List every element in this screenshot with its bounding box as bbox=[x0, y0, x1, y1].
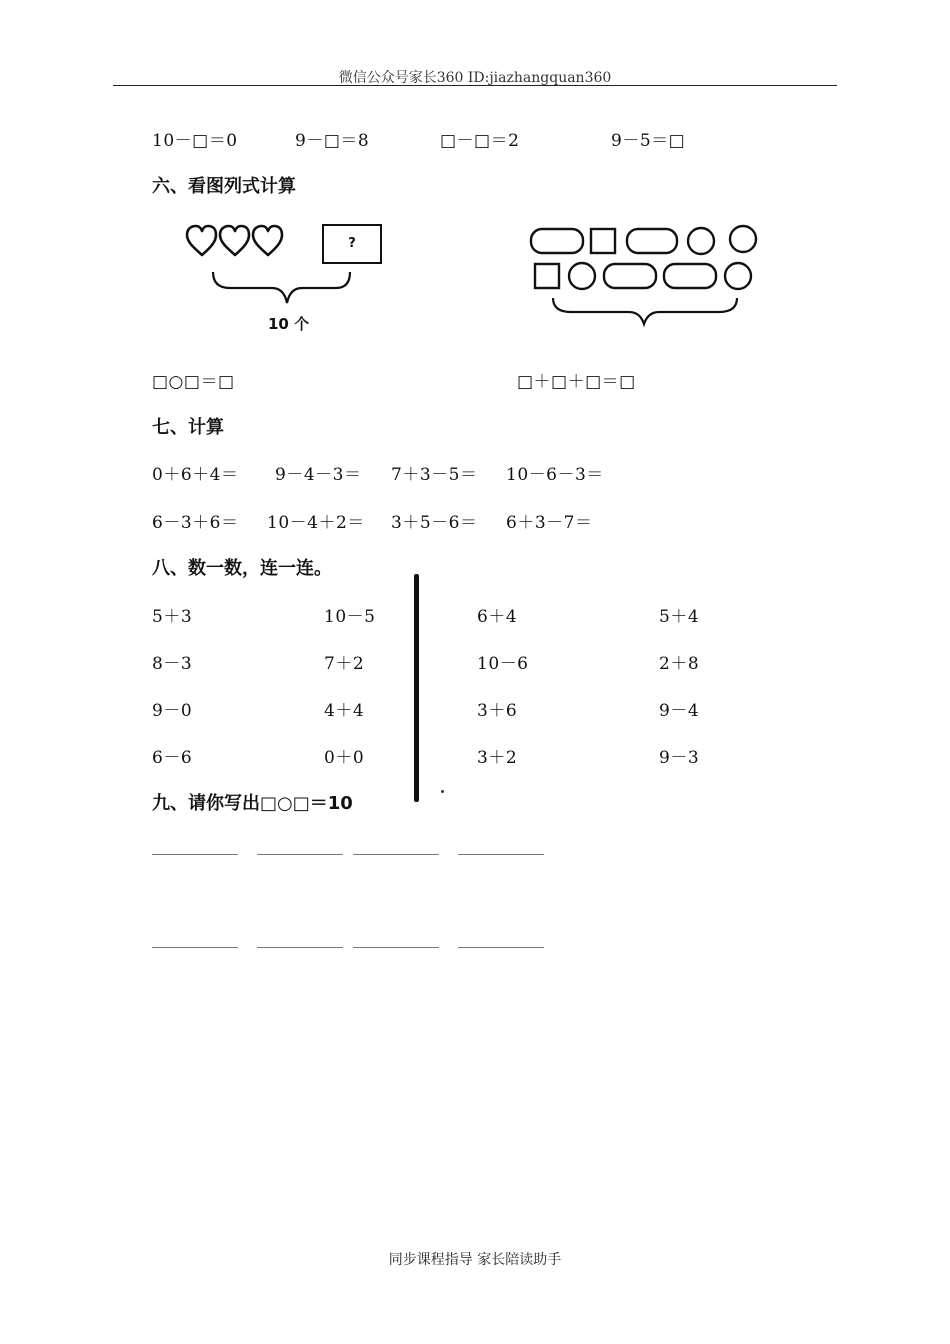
stray-dot bbox=[441, 790, 444, 793]
header-rule bbox=[113, 85, 837, 86]
answer-blank[interactable] bbox=[257, 947, 343, 948]
answer-blank[interactable] bbox=[353, 947, 439, 948]
match-item: 5＋3 bbox=[152, 607, 193, 627]
answer-blank[interactable] bbox=[458, 947, 544, 948]
page-header: 微信公众号家长360 ID:jiazhangquan360 bbox=[338, 70, 612, 86]
answer-blank[interactable] bbox=[257, 854, 343, 855]
circle-icon bbox=[725, 263, 751, 289]
calc-row1-item2: 9－4－3＝ bbox=[275, 465, 362, 485]
top-equation-4: 9－5＝□ bbox=[611, 131, 686, 151]
rounded-rectangle-icon bbox=[627, 229, 677, 253]
match-item: 7＋2 bbox=[324, 654, 365, 674]
answer-blank[interactable] bbox=[152, 854, 238, 855]
match-item: 10－5 bbox=[324, 607, 376, 627]
section-9-title: 九、请你写出□○□＝10 bbox=[152, 793, 353, 814]
square-icon bbox=[591, 229, 615, 253]
circle-icon bbox=[688, 228, 714, 254]
page-footer: 同步课程指导 家长陪读助手 bbox=[388, 1252, 562, 1268]
calc-row1-item4: 10－6－3＝ bbox=[506, 465, 604, 485]
right-formula: □＋□＋□＝□ bbox=[517, 372, 636, 392]
match-item: 6－6 bbox=[152, 748, 193, 768]
square-icon bbox=[535, 264, 559, 288]
rounded-rectangle-icon bbox=[531, 229, 583, 253]
section-7-title: 七、计算 bbox=[152, 417, 224, 438]
calc-row1-item1: 0＋6＋4＝ bbox=[152, 465, 239, 485]
match-item: 2＋8 bbox=[659, 654, 700, 674]
match-item: 9－0 bbox=[152, 701, 193, 721]
brace bbox=[553, 298, 737, 324]
match-item: 10－6 bbox=[477, 654, 529, 674]
circle-icon bbox=[730, 226, 756, 252]
shapes-picture bbox=[525, 218, 770, 330]
match-item: 3＋6 bbox=[477, 701, 518, 721]
match-item: 0＋0 bbox=[324, 748, 365, 768]
match-item: 3＋2 bbox=[477, 748, 518, 768]
divider-bar bbox=[414, 574, 419, 802]
top-equation-1: 10－□＝0 bbox=[152, 131, 238, 151]
match-item: 5＋4 bbox=[659, 607, 700, 627]
heart-icon bbox=[187, 226, 216, 255]
match-item: 6＋4 bbox=[477, 607, 518, 627]
brace bbox=[213, 272, 350, 303]
rounded-rectangle-icon bbox=[604, 264, 656, 288]
match-item: 9－3 bbox=[659, 748, 700, 768]
match-item: 8－3 bbox=[152, 654, 193, 674]
match-item: 9－4 bbox=[659, 701, 700, 721]
calc-row2-item3: 3＋5－6＝ bbox=[391, 513, 478, 533]
top-equation-2: 9－□＝8 bbox=[295, 131, 370, 151]
calc-row2-item1: 6－3＋6＝ bbox=[152, 513, 239, 533]
question-mark: ? bbox=[348, 236, 356, 251]
rounded-rectangle-icon bbox=[664, 264, 716, 288]
calc-row2-item2: 10－4＋2＝ bbox=[267, 513, 365, 533]
heart-icon bbox=[220, 226, 249, 255]
total-label: 10 个 bbox=[268, 315, 310, 333]
circle-icon bbox=[569, 263, 595, 289]
top-equation-3: □－□＝2 bbox=[440, 131, 520, 151]
calc-row1-item3: 7＋3－5＝ bbox=[391, 465, 478, 485]
calc-row2-item4: 6＋3－7＝ bbox=[506, 513, 593, 533]
match-item: 4＋4 bbox=[324, 701, 365, 721]
answer-blank[interactable] bbox=[458, 854, 544, 855]
section-6-title: 六、看图列式计算 bbox=[152, 176, 296, 197]
left-formula: □○□＝□ bbox=[152, 372, 235, 392]
answer-blank[interactable] bbox=[353, 854, 439, 855]
answer-blank[interactable] bbox=[152, 947, 238, 948]
section-8-title: 八、数一数，连一连。 bbox=[152, 558, 332, 579]
heart-icon bbox=[253, 226, 282, 255]
